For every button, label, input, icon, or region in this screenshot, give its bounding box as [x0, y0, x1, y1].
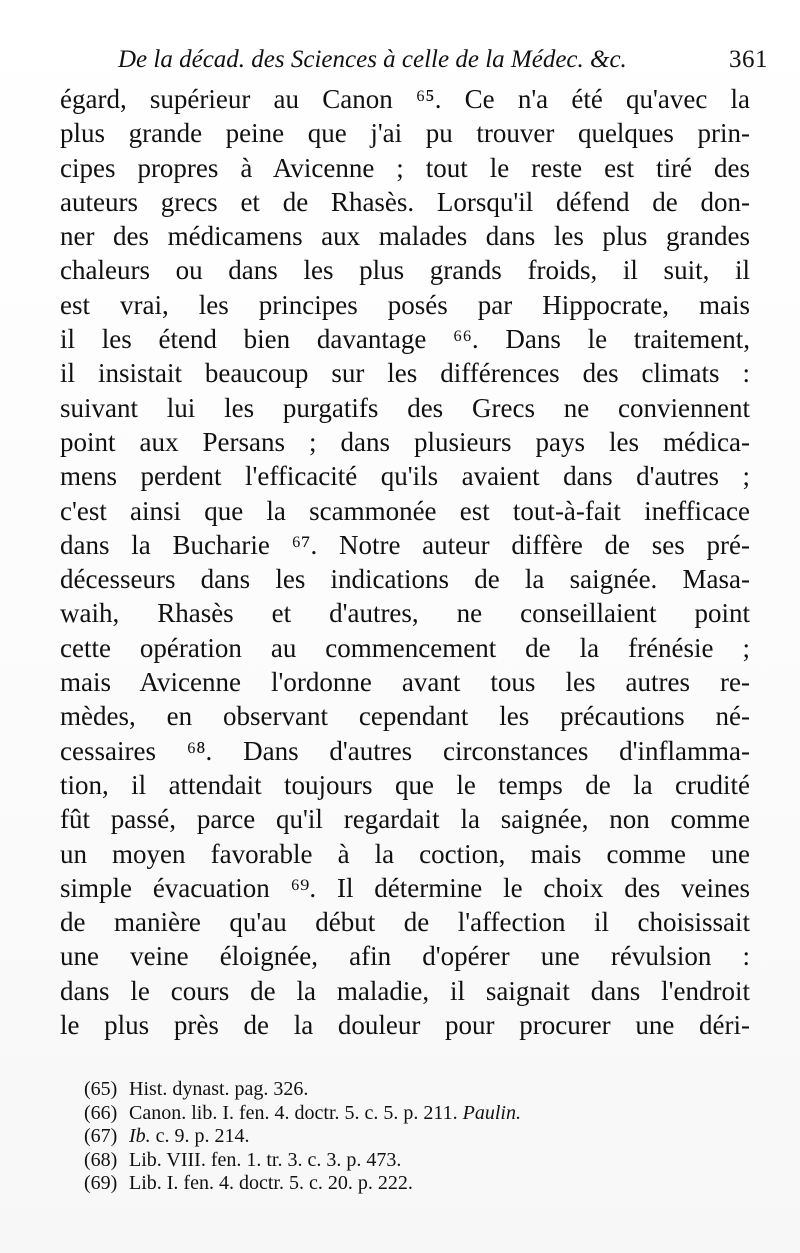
text-line: dans le cours de la maladie, il saignait dans l'endroit [60, 975, 750, 1006]
text-line: mèdes, en observant cependant les précautions né- [60, 701, 750, 732]
text-line: cette opération au commencement de la frénésie ; [60, 632, 750, 663]
text-line: fût passé, parce qu'il regardait la saignée, non comme [60, 804, 750, 835]
footnote-number: (65) [84, 1078, 118, 1100]
footnote [84, 1125, 684, 1149]
footnote-text: Hist. dynast. pag. 326. [129, 1078, 309, 1100]
text-line: une veine éloignée, afin d'opérer une révulsion : [60, 941, 750, 972]
text-line: chaleurs ou dans les plus grands froids, il suit, il [60, 255, 750, 286]
text-line: il insistait beaucoup sur les différences des climats : [60, 358, 750, 389]
footnote-text: Lib. VIII. fen. 1. tr. 3. c. 3. p. 473. [129, 1148, 402, 1171]
text-line: mens perdent l'efficacité qu'ils avaient dans d'autres ; [60, 461, 750, 492]
page-number: 361 [729, 46, 768, 73]
text-line: il les étend bien davantage ⁶⁶. Dans le traitement, [60, 324, 750, 355]
text-line: égard, supérieur au Canon ⁶⁵. Ce n'a été qu'avec la [60, 84, 750, 114]
footnote-number: (67) [84, 1125, 118, 1147]
text-line: suivant lui les purgatifs des Grecs ne conviennent [60, 392, 750, 423]
footnote-number: (66) [84, 1101, 118, 1124]
text-line: waih, Rhasès et d'autres, ne conseillaient point [60, 598, 750, 629]
text-line: le plus près de la douleur pour procurer une déri- [60, 1010, 750, 1041]
text-line: est vrai, les principes posés par Hippocrate, mais [60, 289, 750, 320]
text-line: cessaires ⁶⁸. Dans d'autres circonstances d'inflamma- [60, 735, 750, 766]
footnote-text: Lib. I. fen. 4. doctr. 5. c. 20. p. 222. [129, 1172, 413, 1194]
running-title: De la décad. des Sciences à celle de la Médec. &c. [118, 46, 627, 73]
footnote [84, 1149, 684, 1173]
text-line: décesseurs dans les indications de la saignée. Masa- [60, 564, 750, 595]
footnote [84, 1078, 684, 1102]
text-line: de manière qu'au début de l'affection il choisissait [60, 907, 750, 938]
footnote-text: c. 9. p. 214. [150, 1125, 250, 1147]
text-line: un moyen favorable à la coction, mais comme une [60, 838, 750, 869]
text-line: c'est ainsi que la scammonée est tout-à-fait inefficace [60, 495, 750, 526]
text-line: point aux Persans ; dans plusieurs pays les médica- [60, 426, 750, 457]
text-line: dans la Bucharie ⁶⁷. Notre auteur diffère de ses pré- [60, 529, 750, 560]
running-header [118, 40, 768, 80]
text-line: tion, il attendait toujours que le temps de la crudité [60, 769, 750, 800]
footnotes [84, 1078, 684, 1196]
text-line: ner des médicamens aux malades dans les plus grandes [60, 221, 750, 252]
footnote-italic: Ib. [129, 1125, 151, 1147]
body-paragraph [60, 82, 750, 1042]
footnote-text: Canon. lib. I. fen. 4. doctr. 5. c. 5. p. 211. [129, 1101, 463, 1124]
text-line: simple évacuation ⁶⁹. Il détermine le choix des veines [60, 872, 750, 903]
text-line: cipes propres à Avicenne ; tout le reste est tiré des [60, 152, 750, 183]
footnote [84, 1172, 684, 1196]
footnote-number: (68) [84, 1148, 118, 1171]
footnote [84, 1102, 684, 1126]
text-line: mais Avicenne l'ordonne avant tous les autres re- [60, 667, 750, 698]
footnote-italic: Paulin. [462, 1101, 521, 1124]
footnote-number: (69) [84, 1172, 118, 1194]
text-line: auteurs grecs et de Rhasès. Lorsqu'il défend de don- [60, 186, 750, 217]
text-line: plus grande peine que j'ai pu trouver quelques prin- [60, 118, 750, 149]
